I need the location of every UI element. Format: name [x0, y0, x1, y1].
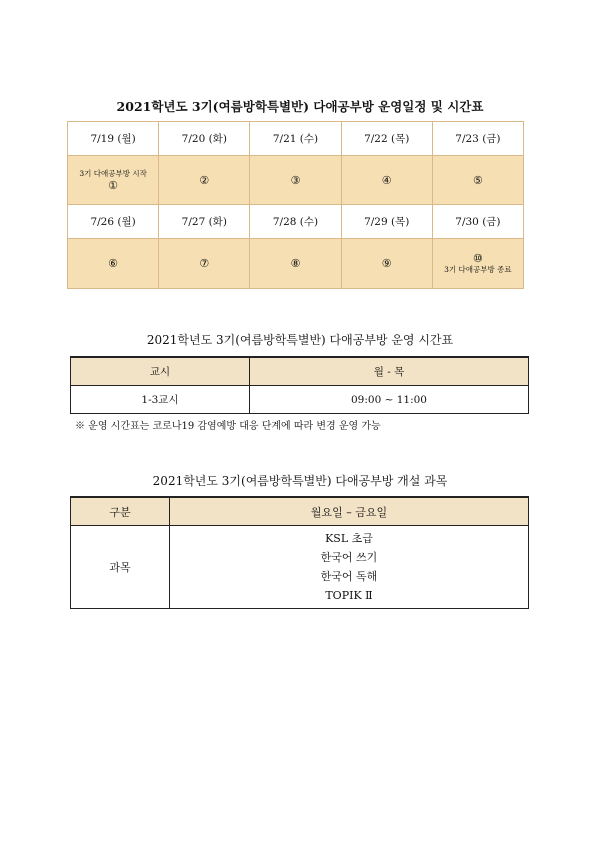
date-cell: 7/19 (월) — [68, 122, 159, 156]
week2-date-row — [68, 205, 523, 239]
session-number: ⑧ — [290, 257, 301, 270]
session-number: ⑨ — [381, 257, 392, 270]
header-days: 월 - 목 — [250, 357, 529, 386]
footnote: ※ 운영 시간표는 코로나19 감염예방 대응 단계에 따라 변경 운영 가능 — [75, 421, 381, 432]
week2-session-row — [68, 239, 523, 288]
header-category: 구분 — [71, 497, 170, 526]
session-number: ⑥ — [108, 257, 119, 270]
session-cell — [342, 156, 433, 205]
session-number: ③ — [290, 173, 301, 187]
time-cell: 09:00 ~ 11:00 — [250, 386, 529, 414]
date-cell: 7/21 (수) — [250, 122, 341, 156]
end-note: 3기 다애공부방 종료 — [444, 265, 512, 274]
week1-session-row — [68, 156, 523, 205]
row-label: 과목 — [71, 526, 170, 609]
subject-item: 한국어 독해 — [320, 570, 378, 583]
table-header-row — [71, 497, 529, 526]
time-table-title: 2021학년도 3기(여름방학특별반) 다애공부방 운영 시간표 — [146, 333, 454, 347]
subject-item: TOPIK Ⅱ — [325, 589, 373, 602]
session-cell — [159, 156, 250, 205]
session-number: ⑦ — [199, 257, 210, 270]
session-number: ② — [199, 173, 210, 187]
date-cell: 7/30 (금) — [433, 205, 523, 239]
table-header-row — [71, 357, 529, 386]
date-cell: 7/28 (수) — [250, 205, 341, 239]
date-cell: 7/23 (금) — [433, 122, 523, 156]
session-cell — [433, 239, 523, 288]
table-row — [71, 386, 529, 414]
subject-item: KSL 초급 — [325, 532, 373, 545]
subjects-title: 2021학년도 3기(여름방학특별반) 다애공부방 개설 과목 — [152, 474, 448, 488]
session-cell — [68, 239, 159, 288]
start-note: 3기 다애공부방 시작 — [79, 168, 147, 178]
date-cell: 7/27 (화) — [159, 205, 250, 239]
session-number: ① — [108, 178, 119, 192]
session-cell — [433, 156, 523, 205]
session-cell — [250, 156, 341, 205]
session-number: ⑤ — [472, 173, 483, 187]
session-cell — [68, 156, 159, 205]
subject-list — [170, 526, 529, 609]
session-number: ④ — [381, 173, 392, 187]
date-cell: 7/26 (월) — [68, 205, 159, 239]
session-cell — [342, 239, 433, 288]
subject-table — [70, 496, 529, 609]
date-cell: 7/29 (목) — [342, 205, 433, 239]
subject-item: 한국어 쓰기 — [320, 551, 378, 564]
header-period: 교시 — [71, 357, 250, 386]
session-cell — [250, 239, 341, 288]
schedule-title: 2021학년도 3기(여름방학특별반) 다애공부방 운영일정 및 시간표 — [116, 99, 484, 114]
session-number: ⑩ — [472, 252, 483, 265]
period-cell: 1-3교시 — [71, 386, 250, 414]
header-days: 월요일 – 금요일 — [170, 497, 529, 526]
date-cell: 7/20 (화) — [159, 122, 250, 156]
table-row — [71, 526, 529, 609]
session-cell — [159, 239, 250, 288]
date-cell: 7/22 (목) — [342, 122, 433, 156]
schedule-grid — [67, 121, 524, 289]
week1-date-row — [68, 122, 523, 156]
time-table — [70, 356, 529, 414]
